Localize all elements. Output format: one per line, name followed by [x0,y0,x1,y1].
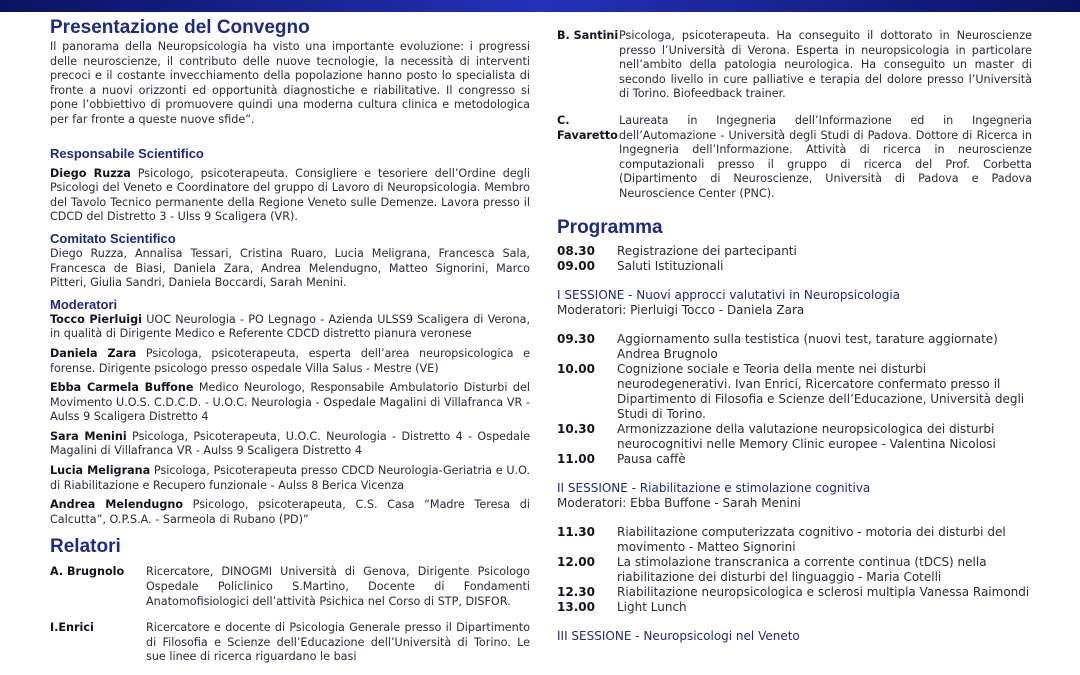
program-text: Pausa caffè [617,451,686,466]
program-time: 12.30 [557,584,595,599]
moderatori-list [50,313,530,528]
moderatore-entry [50,498,530,527]
session-moderators: Moderatori: Ebba Buffone - Sarah Menini [557,495,801,510]
moderatore-name: Andrea Melendugno [50,498,183,512]
moderatore-desc: Psicologo, psicoterapeuta, C.S. Casa “Madre Teresa di Calcutta”, O.P.S.A. - Sarmeola di Rubano (PD)” [50,498,530,526]
right-column [557,29,1032,644]
moderatore-desc: Psicologa, psicoterapeuta, esperta dell’area neuropsicologica e forense. Dirigente psicologo presso ospedale Villa Salus - Mestre (VE) [50,346,530,375]
program-time: 11.30 [557,524,595,539]
moderatore-name: Tocco Pierluigi [50,312,142,326]
relatore-name: I.Enrici [50,621,94,635]
moderatore-desc: Psicologa, Psicoterapeuta presso CDCD Neurologia-Geriatria e U.O. di Riabilitazione e Recupero funzionale - Aulss 8 Berica Vicenza [50,464,531,492]
program-item [557,555,1032,585]
programma-title: Programma [557,216,663,238]
relatori-title: Relatori [50,536,121,558]
program-time: 13.00 [557,599,595,614]
relatore-entry [50,565,530,609]
relatore-desc: Laureata in Ingegneria dell’Informazione ed in Ingegneria dell’Automazione - Università degli Studi di Padova. Dottore di Ricerca in Ingegneria dell’Informazione. Attività di ricerca in neuroscienze computazionali presso il gruppo di ricerca del Prof. Corbetta (Dipartimento di Neuroscienze, Università di Padova e Padova Neuroscience Center (PNC). [619,113,1032,200]
program-item [557,452,1032,467]
relatore-name: C. Favaretto [557,113,618,142]
program-item [557,525,1032,555]
moderatore-name: Daniela Zara [50,346,137,360]
program-time: 11.00 [557,451,595,466]
presentazione-text: Il panorama della Neuropsicologia ha visto una importante evoluzione: i progressi delle neuroscienze, il contributo delle nuove tecnologie, la necessità di interventi precoci e il costante invecchiamento della popolazione hanno posto lo specialista di fronte a nuovi orizzonti ed opportunità diagnostiche e riabilitative. Il congresso si pone l’obbiettivo di promuovere quindi una moderna cultura clinica e metodologica per far fronte a queste nuove sfide”. [50,40,530,126]
session-3 [557,629,1032,644]
session-title: I SESSIONE - Nuovi approcci valutativi in Neuropsicologia [557,287,901,302]
relatore-entry [557,114,1032,202]
relatore-desc: Ricercatore, DINOGMI Università di Genova, Dirigente Psicologo Ospedale Policlinico S.Martino, Docente di Fondamenti Anatomofisiologici dell’attività Psichica nel Corso di STP, DISFOR. [146,565,530,608]
header-banner-strip [0,0,1080,12]
relatori-list-left [50,565,530,665]
moderatore-desc: Medico Neurologo, Responsabile Ambulatorio Disturbi del Movimento U.O.S. C.D.C.D. - U.O.C. Neurologia - Ospedale Magalini di Villafranca VR - Aulss 9 Scaligera Distretto 4 [50,381,530,424]
program-time: 08.30 [557,243,595,258]
moderatore-entry [50,430,530,459]
program-text: Armonizzazione della valutazione neuropsicologica dei disturbi neurocognitivi nelle Memory Clinic europee - Valentina Nicolosi [617,421,996,451]
moderatore-desc: Psicologa, Psicoterapeuta, U.O.C. Neurologia - Distretto 4 - Ospedale Magalini di Villafranca VR - Aulss 9 Scaligera Distretto 4 [50,429,531,458]
program-text: Cognizione sociale e Teoria della mente nei disturbi neurodegenerativi. Ivan Enrici, Ricercatore confermato presso il Dipartimento di Filosofia e Scienze dell’Educazione, Università degli Studi di Torino. [617,361,1025,421]
program-text: Aggiornamento sulla testistica (nuovi test, tarature aggiornate) Andrea Brugnolo [617,331,998,361]
moderatore-name: Sara Menini [50,429,127,443]
moderatore-entry [50,347,530,376]
program-text: Riabilitazione neuropsicologica e sclerosi multipla Vanessa Raimondi [617,584,1030,599]
program-item [557,422,1032,452]
left-column [50,16,530,665]
session-2 [557,481,1032,615]
moderatore-name: Lucia Meligrana [50,464,151,478]
program-text: La stimolazione transcranica a corrente continua (tDCS) nella riabilitazione dei disturbi del linguaggio - Maria Cotelli [617,554,987,584]
moderatore-name: Ebba Carmela Buffone [50,381,194,395]
moderatore-entry [50,464,530,493]
session-moderators: Moderatori: Pierluigi Tocco - Daniela Zara [557,302,805,317]
responsabile-title: Responsabile Scientifico [50,145,204,161]
program-time: 12.00 [557,554,595,569]
relatore-desc: Psicologa, psicoterapeuta. Ha conseguito il dottorato in Neuroscienze presso l’Università di Verona. Esperta in neuropsicologia in particolare nell’ambito della patologia neurologica. Ha conseguito un master di secondo livello in cure palliative e terapia del dolore presso l’Università di Torino. Biofeedback trainer. [619,29,1032,101]
relatore-name: B. Santini [557,29,619,42]
responsabile-desc: Psicologo, psicoterapeuta. Consigliere e tesoriere dell’Ordine degli Psicologi del Veneto e Coordinatore del gruppo di Lavoro di Neuropsicologia. Membro del Tavolo Tecnico permanente della Regione Veneto sulle Demenze. Lavora presso il CDCD del Distretto 3 - Ulss 9 Scaligera (VR). [50,166,530,224]
relatori-list-right [557,29,1032,202]
responsabile-entry [50,167,530,225]
session-title: III SESSIONE - Neuropsicologi nel Veneto [557,628,800,643]
program-time: 10.00 [557,361,595,376]
program-text: Registrazione dei partecipanti [617,243,797,258]
program-time: 10.30 [557,421,595,436]
relatore-entry [50,621,530,665]
moderatore-entry [50,381,530,425]
program-item [557,600,1032,615]
relatore-entry [557,29,1032,102]
presentazione-title: Presentazione del Convegno [50,17,310,38]
program-item [557,585,1032,600]
moderatore-entry [50,313,530,342]
program-item [557,332,1032,362]
program-text: Saluti Istituzionali [617,258,724,273]
session-title: II SESSIONE - Riabilitazione e stimolazione cognitiva [557,480,871,495]
responsabile-name: Diego Ruzza [50,166,131,180]
programma-opening [557,244,1032,274]
comitato-title: Comitato Scientifico [50,230,176,246]
relatore-name: A. Brugnolo [50,565,125,579]
program-time: 09.30 [557,331,595,346]
moderatore-desc: UOC Neurologia - PO Legnago - Azienda ULSS9 Scaligera di Verona, in qualità di Dirigente Medico e Referente CDCD distretto pianura veronese [50,312,530,341]
program-item [557,362,1032,422]
program-item [557,259,1032,274]
program-item [557,244,1032,259]
session-1 [557,288,1032,467]
program-time: 09.00 [557,258,595,273]
program-text: Riabilitazione computerizzata cognitivo - motoria dei disturbi del movimento - Matteo Signorini [617,524,1006,554]
relatore-desc: Ricercatore e docente di Psicologia Generale presso il Dipartimento di Filosofia e Scienze dell’Educazione dell’Università di Torino. Le sue linee di ricerca riguardano le basi [146,621,530,664]
comitato-names: Diego Ruzza, Annalisa Tessari, Cristina Ruaro, Lucia Meligrana, Francesca Sala, Francesca de Biasi, Daniela Zara, Andrea Melendugno, Matteo Signorini, Marco Pitteri, Giulia Sandri, Daniela Boccardi, Sarah Menini. [50,246,530,290]
program-text: Light Lunch [617,599,687,614]
moderatori-title: Moderatori [50,296,118,312]
